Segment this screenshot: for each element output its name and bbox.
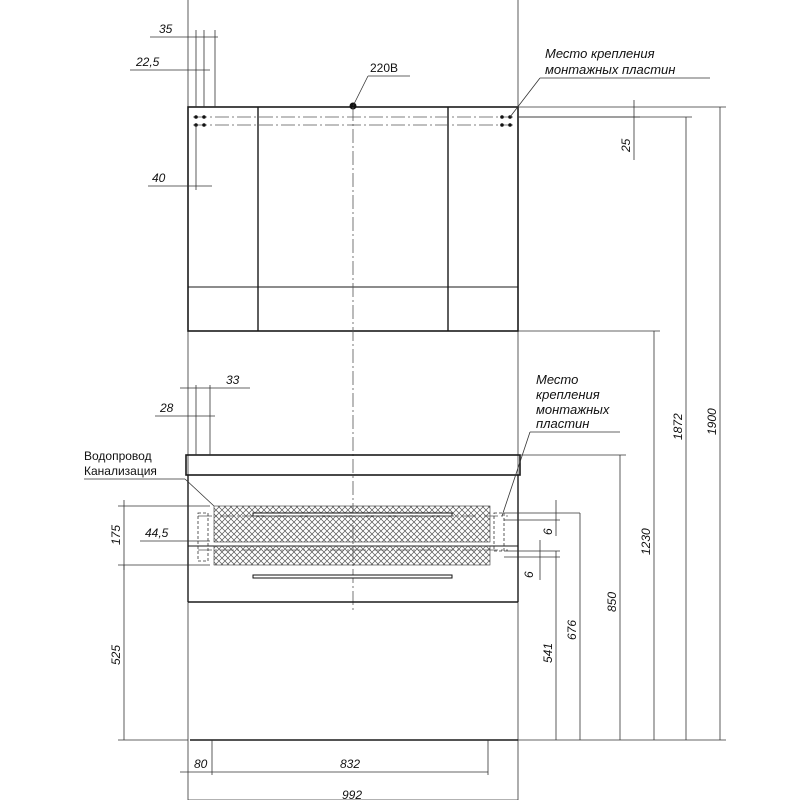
svg-text:крепления: крепления [536, 387, 600, 402]
voltage-callout [353, 61, 410, 106]
svg-text:6: 6 [541, 528, 555, 535]
svg-text:1900: 1900 [705, 408, 719, 435]
drawer-handle-top [253, 513, 452, 516]
svg-text:28: 28 [160, 401, 174, 415]
mount-marker-right [494, 513, 504, 551]
dimension-80 [180, 740, 488, 775]
svg-text:Место: Место [536, 372, 579, 387]
svg-text:22,5: 22,5 [136, 55, 160, 69]
svg-text:850: 850 [605, 591, 619, 612]
dimension-850 [520, 455, 626, 740]
dimension-25 [518, 100, 640, 160]
dimension-44-5 [140, 526, 210, 541]
svg-text:832: 832 [340, 757, 361, 771]
svg-text:525: 525 [109, 644, 123, 665]
dimension-6-upper [504, 500, 580, 536]
svg-text:1230: 1230 [639, 528, 653, 555]
svg-text:Водопровод: Водопровод [84, 449, 152, 463]
svg-text:Место крепления: Место крепления [545, 46, 655, 61]
dimension-35 [150, 22, 218, 107]
svg-text:пластин: пластин [536, 416, 590, 431]
svg-text:35: 35 [159, 22, 173, 36]
dimension-676 [565, 513, 580, 740]
dimension-40 [148, 125, 212, 190]
dimension-832 [340, 757, 360, 771]
dimension-525 [109, 565, 188, 740]
svg-text:541: 541 [541, 642, 555, 663]
dimension-33 [180, 373, 250, 455]
hatch-zone-lower [214, 546, 490, 565]
svg-text:992: 992 [342, 788, 363, 800]
svg-text:80: 80 [194, 757, 208, 771]
svg-text:1872: 1872 [671, 413, 685, 440]
drawer-handle-bottom [253, 575, 452, 578]
dimension-total-width [188, 788, 518, 800]
dimension-22-5 [130, 55, 210, 70]
svg-text:676: 676 [565, 619, 579, 640]
mount-note-top [510, 46, 710, 117]
dimension-28 [155, 401, 215, 416]
pipe-callout [84, 449, 214, 506]
svg-text:33: 33 [226, 373, 240, 387]
hatch-zone-upper [214, 506, 490, 542]
svg-text:25: 25 [619, 138, 633, 152]
svg-text:монтажных пластин: монтажных пластин [545, 62, 676, 77]
svg-text:44,5: 44,5 [145, 526, 169, 540]
svg-text:6: 6 [522, 571, 536, 578]
svg-text:175: 175 [109, 524, 123, 545]
mount-note-vanity [502, 372, 620, 516]
svg-text:монтажных: монтажных [536, 402, 610, 417]
svg-text:220В: 220В [370, 61, 399, 75]
pipe-marker [198, 513, 208, 561]
dimension-541 [541, 551, 556, 740]
svg-text:Канализация: Канализация [84, 464, 157, 478]
svg-text:40: 40 [152, 171, 166, 185]
